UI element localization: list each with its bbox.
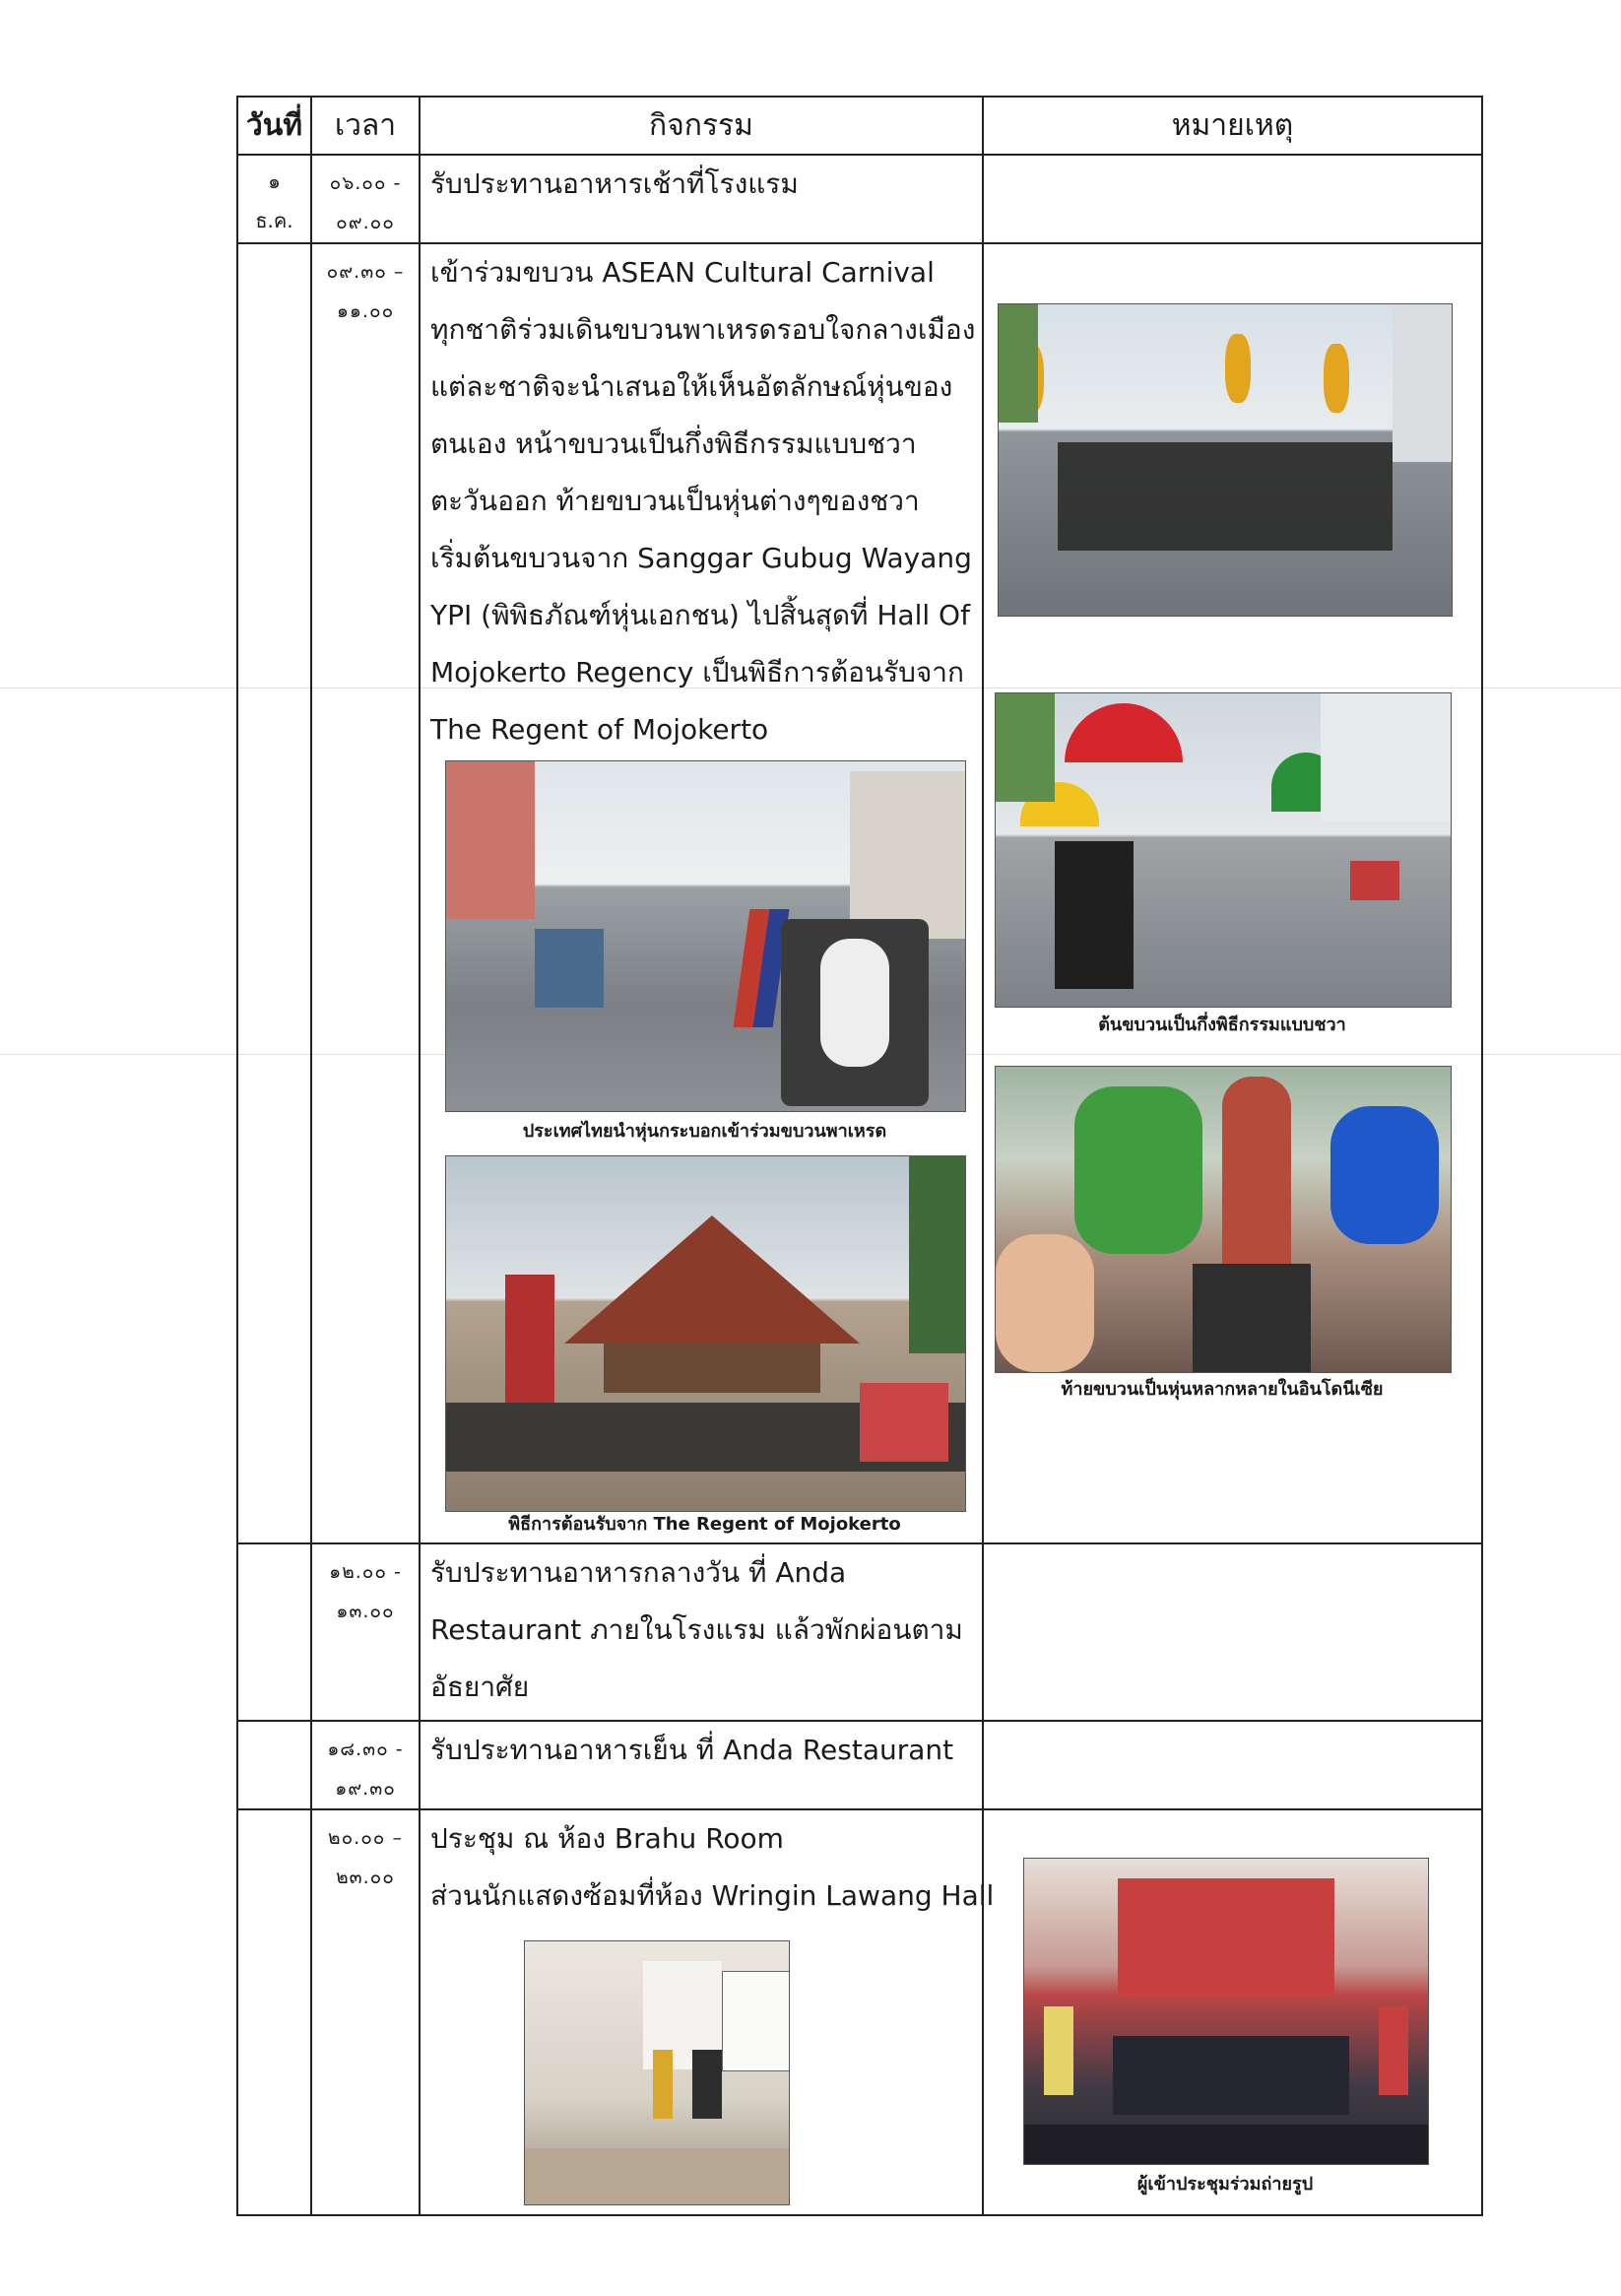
photo-welcome-ceremony bbox=[445, 1155, 966, 1512]
photo-thai-puppets-parade bbox=[445, 760, 966, 1112]
caption-front: ต้นขบวนเป็นกึ่งพิธีกรรมแบบชวา bbox=[1098, 1015, 1346, 1035]
date-cell bbox=[237, 1809, 311, 2215]
caption-welcome: พิธีการต้อนรับจาก The Regent of Mojokerto bbox=[508, 1514, 901, 1535]
time-cell: ๐๙.๓๐ – ๑๑.๐๐ bbox=[311, 243, 420, 1543]
caption-meeting: ผู้เข้าประชุมร่วมถ่ายรูป bbox=[1136, 2174, 1314, 2195]
table-row bbox=[237, 243, 1482, 1543]
header-row bbox=[237, 97, 1482, 155]
activity-cell: รับประทานอาหารเช้าที่โรงแรม bbox=[420, 155, 983, 243]
time-cell: ๐๖.๐๐ - ๐๙.๐๐ bbox=[311, 155, 420, 243]
header-remark: หมายเหตุ bbox=[983, 97, 1482, 155]
activity-cell: รับประทานอาหารเย็น ที่ Anda Restaurant bbox=[420, 1721, 983, 1809]
photo-parade-puppets bbox=[995, 1066, 1452, 1373]
photo-meeting-group bbox=[1023, 1858, 1429, 2165]
caption-rear: ท้ายขบวนเป็นหุ่นหลากหลายในอินโดนีเซีย bbox=[1061, 1379, 1384, 1400]
date-cell bbox=[237, 243, 311, 1543]
remark-cell bbox=[983, 1543, 1482, 1721]
header-activity: กิจกรรม bbox=[420, 97, 983, 155]
time-cell: ๒๐.๐๐ – ๒๓.๐๐ bbox=[311, 1809, 420, 2215]
activity-cell: รับประทานอาหารกลางวัน ที่ Anda Restaurant ภายในโรงแรม แล้วพักผ่อนตาม อัธยาศัย bbox=[420, 1543, 983, 1721]
table-row bbox=[237, 1809, 1482, 2215]
date-cell bbox=[237, 1543, 311, 1721]
table-row bbox=[237, 1543, 1482, 1721]
activity-cell: ประชุม ณ ห้อง Brahu Room ส่วนนักแสดงซ้อมที่ห้อง Wringin Lawang Hall bbox=[420, 1809, 983, 2215]
header-time: เวลา bbox=[311, 97, 420, 155]
remark-cell bbox=[983, 155, 1482, 243]
remark-cell bbox=[983, 1809, 1482, 2215]
activity-cell: เข้าร่วมขบวน ASEAN Cultural Carnival ทุกชาติร่วมเดินขบวนพาเหรดรอบใจกลางเมือง แต่ละชาติจะนำเสนอให้เห็นอัตลักษณ์หุ่นของ ตนเอง หน้าขบวนเป็นกึ่งพิธีกรรมแบบชวา ตะวันออก ท้ายขบวนเป็นหุ่นต่างๆของชวา เริ่มต้นขบวนจาก Sanggar Gubug Wayang YPI (พิพิธภัณฑ์หุ่นเอกชน) ไปสิ้นสุดที่ Hall Of Mojokerto Regency เป็นพิธีการต้อนรับจาก The Regent of Mojokerto ประเทศไทยนำหุ่นกระบอกเข้าร่วมขบวนพาเหรด พิธีการต้อนรับจาก The Regent of Mojokerto bbox=[420, 243, 983, 1543]
table-row bbox=[237, 1721, 1482, 1809]
photo-rehearsal bbox=[524, 1940, 790, 2205]
date-cell: ๑ ธ.ค. bbox=[237, 155, 311, 243]
remark-cell bbox=[983, 243, 1482, 1543]
header-date: วันที่ bbox=[237, 97, 311, 155]
time-cell: ๑๘.๓๐ - ๑๙.๓๐ bbox=[311, 1721, 420, 1809]
time-cell: ๑๒.๐๐ - ๑๓.๐๐ bbox=[311, 1543, 420, 1721]
table-row bbox=[237, 155, 1482, 243]
photo-parade-front bbox=[998, 303, 1453, 617]
remark-cell bbox=[983, 1721, 1482, 1809]
schedule-table bbox=[236, 96, 1483, 2216]
caption-thai-puppets: ประเทศไทยนำหุ่นกระบอกเข้าร่วมขบวนพาเหรด bbox=[522, 1121, 887, 1142]
date-cell bbox=[237, 1721, 311, 1809]
photo-parade-umbrellas bbox=[995, 692, 1452, 1008]
